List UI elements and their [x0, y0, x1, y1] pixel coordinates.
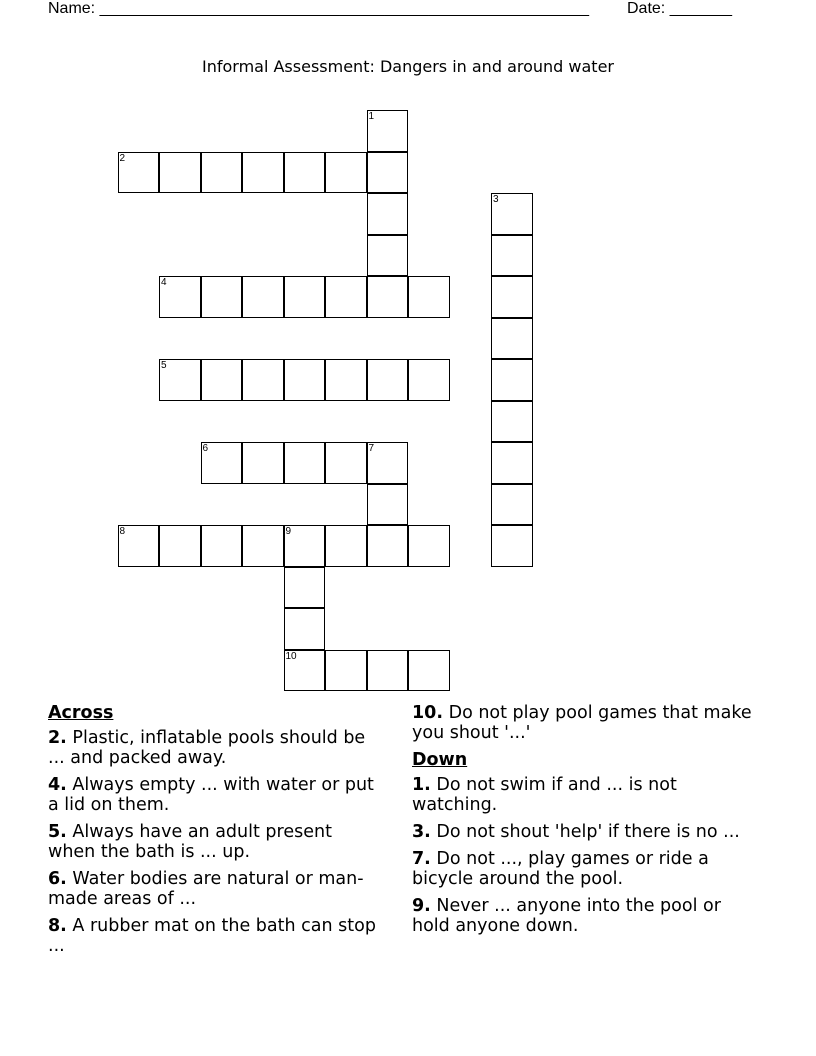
crossword-cell [159, 152, 201, 194]
crossword-cell [491, 318, 533, 360]
clue-text: Do not ..., play games or ride a bicycle around the pool. [412, 849, 709, 889]
clue-number: 6. [48, 869, 67, 889]
cell-number: 5 [161, 360, 167, 371]
crossword-cell [284, 442, 326, 484]
crossword-cell [367, 276, 409, 318]
crossword-cell [367, 110, 409, 152]
crossword-cell [408, 359, 450, 401]
crossword-cell [242, 442, 284, 484]
crossword-cell [201, 442, 243, 484]
crossword-cell [325, 276, 367, 318]
crossword-cell [201, 525, 243, 567]
cell-number: 1 [368, 111, 375, 122]
crossword-cell [159, 525, 201, 567]
crossword-cell [367, 359, 409, 401]
crossword-cell [367, 484, 409, 526]
clue-across-8 [48, 916, 378, 956]
crossword-cell [367, 525, 409, 567]
cell-number: 4 [161, 277, 167, 288]
crossword-cell [367, 193, 409, 235]
clue-text: A rubber mat on the bath can stop ... [48, 916, 376, 956]
clue-text: Never ... anyone into the pool or hold anyone down. [412, 896, 721, 936]
clue-text: Do not shout 'help' if there is no ... [436, 822, 740, 842]
crossword-cell [325, 359, 367, 401]
clue-number: 5. [48, 822, 67, 842]
cell-number: 9 [285, 526, 292, 537]
name-field: Name: _______________________________________________________ [48, 0, 589, 17]
clue-down-7 [412, 849, 762, 889]
crossword-cell [284, 359, 326, 401]
crossword-cell [367, 650, 409, 692]
crossword-cell [159, 359, 201, 401]
crossword-cell [491, 401, 533, 443]
clue-across-5 [48, 822, 378, 862]
clue-number: 3. [412, 822, 431, 842]
cell-number: 3 [493, 194, 499, 205]
clue-down-9 [412, 896, 762, 936]
crossword-cell [118, 152, 160, 194]
clue-number: 2. [48, 728, 67, 748]
clue-number: 4. [48, 775, 67, 795]
crossword-cell [284, 276, 326, 318]
crossword-cell [367, 235, 409, 277]
crossword-cell [408, 650, 450, 692]
clue-down-3 [412, 822, 762, 842]
clue-text: Always have an adult present when the bath is ... up. [48, 822, 332, 862]
crossword-cell [325, 442, 367, 484]
cell-number: 7 [368, 443, 375, 454]
crossword-cell [491, 359, 533, 401]
crossword-cell [408, 525, 450, 567]
crossword-cell [284, 525, 326, 567]
cell-number: 8 [119, 526, 126, 537]
date-field: Date: _______ [627, 0, 732, 17]
clue-number: 9. [412, 896, 431, 916]
crossword-cell [408, 276, 450, 318]
clue-text: Do not play pool games that make you shout '...' [412, 703, 752, 743]
cell-number: 2 [119, 152, 126, 164]
crossword-cell [367, 442, 409, 484]
cell-number: 6 [202, 443, 209, 454]
crossword-cell [284, 650, 326, 692]
across-heading: Across [48, 703, 114, 723]
clue-across-4 [48, 775, 378, 815]
crossword-cell [367, 152, 409, 194]
clue-number: 1. [412, 775, 431, 795]
crossword-cell [118, 525, 160, 567]
clue-number: 7. [412, 849, 431, 869]
crossword-cell [491, 193, 533, 235]
crossword-cell [491, 235, 533, 277]
clue-across-2 [48, 728, 378, 768]
clue-down-1 [412, 775, 762, 815]
crossword-cell [159, 276, 201, 318]
crossword-cell [284, 152, 326, 194]
clues-right-column [412, 703, 762, 943]
clue-text: Always empty ... with water or put a lid on them. [48, 775, 374, 815]
clue-number: 10. [412, 703, 444, 723]
down-heading: Down [412, 750, 468, 770]
crossword-cell [201, 276, 243, 318]
crossword-cell [284, 608, 326, 650]
crossword-cell [242, 276, 284, 318]
clue-number: 8. [48, 916, 67, 936]
clue-across-10 [412, 703, 762, 743]
clues-left-column [48, 703, 378, 963]
clue-text: Water bodies are natural or man-made areas of ... [48, 869, 364, 909]
crossword-cell [242, 525, 284, 567]
crossword-cell [242, 152, 284, 194]
crossword-cell [201, 359, 243, 401]
clue-text: Do not swim if and ... is not watching. [412, 775, 677, 815]
page-title: Informal Assessment: Dangers in and around water [201, 57, 614, 76]
cell-number: 10 [285, 650, 297, 662]
crossword-cell [325, 525, 367, 567]
crossword-cell [491, 484, 533, 526]
crossword-cell [201, 152, 243, 194]
crossword-cell [325, 152, 367, 194]
clue-across-6 [48, 869, 378, 909]
crossword-cell [284, 567, 326, 609]
crossword-cell [242, 359, 284, 401]
crossword-cell [491, 276, 533, 318]
crossword-cell [325, 650, 367, 692]
crossword-cell [491, 442, 533, 484]
crossword-cell [491, 525, 533, 567]
clue-text: Plastic, inflatable pools should be ... and packed away. [48, 728, 366, 768]
